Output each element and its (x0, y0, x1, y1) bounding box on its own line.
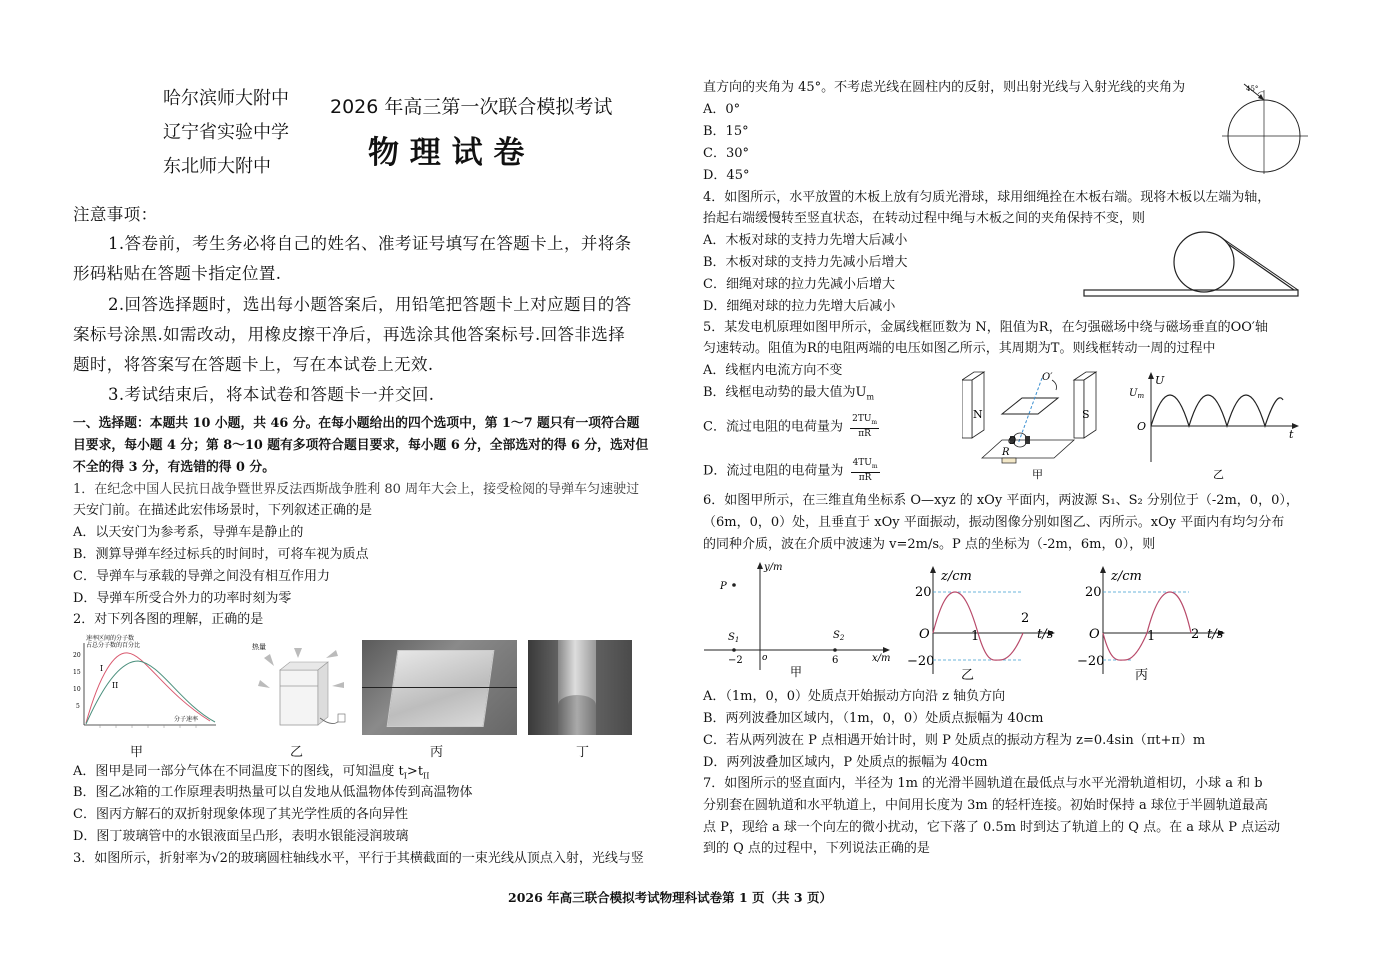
question-stem: 3．如图所示，折射率为√2的玻璃圆柱轴线水平，平行于其横截面的一束光线从顶点入射，光线与竖 (73, 851, 644, 866)
question-stem: 6．如图甲所示，在三维直角坐标系 O—xyz 的 xOy 平面内，两波源 S₁、S₂ 分别位于（-2m，0，0）， (703, 493, 1299, 508)
exam-title: 2026 年高三第一次联合模拟考试 (330, 96, 613, 118)
notice-heading: 注意事项： (73, 205, 158, 224)
figure-caption: 乙 (961, 668, 975, 683)
school-name: 哈尔滨师大附中 (163, 88, 289, 109)
svg-text:20: 20 (1085, 585, 1102, 600)
notice-line: 案标号涂黑.如需改动，用橡皮擦干净后，再选涂其他答案标号.回答非选择 (73, 325, 626, 344)
option-a: A．0° (703, 102, 741, 117)
svg-text:−20: −20 (1077, 654, 1105, 669)
svg-text:P: P (720, 581, 727, 592)
svg-text:N: N (973, 408, 983, 421)
figure-source1-oscillation (903, 562, 1063, 684)
svg-text:y/m: y/m (764, 562, 783, 573)
option-b: B．木板对球的支持力先减小后增大 (703, 255, 908, 270)
figure-refrigerator (248, 640, 353, 735)
svg-text:O′: O′ (1042, 372, 1053, 383)
option-a: A．木板对球的支持力先增大后减小 (703, 233, 908, 248)
question-stem: 天安门前。在描述此宏伟场景时，下列叙述正确的是 (73, 503, 373, 518)
heat-label: 热量 (252, 643, 266, 651)
svg-text:10: 10 (73, 686, 81, 693)
school-list (163, 82, 289, 184)
figure-calcite-photo (362, 640, 517, 735)
option-d: D．两列波叠加区域内，P 处质点的振幅为 40cm (703, 755, 988, 770)
question-stem: 直方向的夹角为 45°。不考虑光线在圆柱内的反射，则出射光线与入射光线的夹角为 (703, 80, 1186, 95)
svg-text:20: 20 (73, 652, 81, 659)
question-stem: 到的 Q 点的过程中，下列说法正确的是 (703, 841, 930, 856)
question-stem: 1．在纪念中国人民抗日战争暨世界反法西斯战争胜利 80 周年大会上，接受检阅的导弹车匀速驶过 (73, 482, 640, 497)
option-a: A．以天安门为参考系，导弹车是静止的 (73, 525, 304, 540)
question-stem: 抬起右端缓慢转至竖直状态，在转动过程中绳与木板之间的夹角保持不变，则 (703, 211, 1146, 226)
option-d: D．导弹车所受合外力的功率时刻为零 (73, 591, 292, 606)
option-c: C．导弹车与承载的导弹之间没有相互作用力 (73, 569, 330, 584)
option-b: B．两列波叠加区域内，（1m，0，0）处质点振幅为 40cm (703, 711, 1044, 726)
svg-text:15: 15 (73, 669, 81, 676)
figure-title: 速率区间的分子数 (86, 635, 135, 642)
figure-caption: 丙 (430, 745, 444, 760)
section-heading: 不全的得 3 分，有选错的得 0 分。 (73, 460, 275, 475)
option-d: D．流过电阻的电荷量为 $4TU_m$ πR (703, 458, 878, 483)
notice-line: 形码粘贴在答题卡指定位置. (73, 264, 282, 283)
svg-text:x/m: x/m (872, 653, 891, 664)
question-stem: 5．某发电机原理如图甲所示，金属线框匝数为 N，阻值为R，在匀强磁场中绕与磁场垂直的OO′轴 (703, 320, 1268, 335)
option-c: C．细绳对球的拉力先减小后增大 (703, 277, 895, 292)
svg-text:Um: $U_m$ (1129, 388, 1145, 400)
svg-text:t/s: t/s (1207, 627, 1224, 642)
question-stem: 分别套在圆轨道和水平轨道上，中间用长度为 3m 的轻杆连接。初始时保持 a 球位于半圆轨道最高 (703, 798, 1268, 813)
option-b: B．图乙冰箱的工作原理表明热量可以自发地从低温物体传到高温物体 (73, 785, 473, 800)
figure-source2-oscillation (1073, 562, 1233, 684)
figure-caption: 甲 (130, 745, 144, 760)
svg-text:6: 6 (832, 655, 839, 666)
section-heading: 一、选择题：本题共 10 小题，共 46 分。在每小题给出的四个选项中，第 1～7 题只有一项符合题 (73, 416, 640, 431)
option-d: D．图丁玻璃管中的水银液面呈凸形，表明水银能浸润玻璃 (73, 829, 409, 844)
question-stem: 匀速转动。阻值为R的电阻两端的电压如图乙所示，其周期为T。则线框转动一周的过程中 (703, 341, 1216, 356)
svg-text:5: 5 (76, 703, 80, 710)
figure-caption: 丙 (1135, 668, 1149, 683)
question-stem: 4．如图所示，水平放置的木板上放有匀质光滑球，球用细绳拴在木板右端。现将木板以左端为轴， (703, 190, 1271, 205)
wave-curve (933, 592, 1023, 660)
option-c: C．图丙方解石的双折射现象体现了其光学性质的各向异性 (73, 807, 408, 822)
question-stem: 2．对下列各图的理解，正确的是 (73, 612, 264, 627)
figure-glass-tube-photo (528, 640, 632, 735)
svg-text:2: 2 (1191, 627, 1200, 642)
question-stem: 7．如图所示的竖直面内，半径为 1m 的光滑半圆轨道在最低点与水平光滑轨道相切，小球 a 和 b (703, 776, 1263, 791)
figure-voltage-graph (1125, 370, 1305, 482)
option-a: A．图甲是同一部分气体在不同温度下的图线，可知温度 $t_I>t_{II}$ (73, 764, 430, 781)
option-c: C．若从两列波在 P 点相遇开始计时，则 P 处质点的振动方程为 z=0.4sin（πt+π）m (703, 733, 1206, 748)
wave-curve (1103, 592, 1191, 660)
figure-caption: 甲 (790, 665, 803, 679)
notice-line: 2.回答选择题时，选出每小题答案后，用铅笔把答题卡上对应题目的答 (108, 295, 632, 314)
notice-line: 题时，将答案写在答题卡上，写在本试卷上无效. (73, 355, 434, 374)
curve-ii (86, 661, 215, 724)
question-stem: （6m，0，0）处，且垂直于 xOy 平面振动，振动图像分别如图乙、丙所示。xOy 平面内有均匀分布 (703, 515, 1285, 530)
figure-caption: 甲 (1032, 468, 1043, 481)
svg-text:1: 1 (1147, 629, 1156, 644)
figure-title: 占总分子数的百分比 (86, 642, 141, 649)
svg-text:O: O (1137, 420, 1147, 433)
svg-text:O: O (919, 627, 930, 642)
svg-text:z/cm: z/cm (1111, 569, 1142, 584)
option-b: B．15° (703, 124, 749, 139)
svg-text:U: U (1155, 374, 1165, 387)
figure-caption: 乙 (290, 745, 304, 760)
figure-caption: 乙 (1213, 468, 1224, 481)
page-footer: 2026 年高三联合模拟考试物理科试卷第 1 页（共 3 页） (508, 890, 832, 905)
axis-label: 分子速率 (174, 716, 199, 723)
svg-text:z/cm: z/cm (941, 569, 972, 584)
svg-text:20: 20 (915, 585, 932, 600)
figure-coordinate-plane (700, 558, 900, 680)
figure-generator (962, 370, 1112, 482)
notice-line: 1.答卷前，考生务必将自己的姓名、准考证号填写在答题卡上，并将条 (108, 234, 632, 253)
angle-label: 45° (1246, 85, 1259, 93)
rectified-wave (1151, 395, 1283, 426)
option-d: D．细绳对球的拉力先增大后减小 (703, 299, 896, 314)
svg-text:I: I (100, 664, 104, 673)
option-b: B．测算导弹车经过标兵的时间时，可将车视为质点 (73, 547, 369, 562)
option-c: C．流过电阻的电荷量为 $2TU_m$ πR (703, 414, 878, 439)
svg-text:O: O (1089, 627, 1100, 642)
svg-text:R: R (1002, 447, 1010, 458)
subject-title: 物 理 试 卷 (368, 135, 525, 171)
figure-ball-on-board (1080, 228, 1302, 300)
figure-maxwell-distribution (70, 633, 220, 735)
option-b: B．线框电动势的最大值为$U_m$ (703, 385, 875, 402)
svg-text:1: 1 (971, 629, 980, 644)
school-name: 辽宁省实验中学 (163, 122, 289, 143)
svg-text:II: II (112, 681, 119, 690)
option-c: C．30° (703, 146, 749, 161)
svg-text:o: o (762, 653, 768, 663)
option-a: A．（1m，0，0）处质点开始振动方向沿 z 轴负方向 (703, 689, 1006, 704)
question-stem: 点 P，现给 a 球一个向左的微小扰动，它下落了 0.5m 时到达了轨道上的 Q 点。在 a 球从 P 点运动 (703, 820, 1281, 835)
svg-text:S2: $S_2$ (833, 630, 845, 642)
svg-text:S: S (1082, 408, 1090, 421)
svg-text:t: t (1289, 428, 1294, 441)
school-name: 东北师大附中 (163, 156, 271, 177)
section-heading: 目要求，每小题 4 分；第 8～10 题有多项符合题目要求，每小题 6 分，全部选对的得 6 分，选对但 (73, 438, 649, 453)
figure-caption: 丁 (576, 745, 590, 760)
option-a: A．线框内电流方向不变 (703, 363, 843, 378)
svg-text:O: O (1008, 436, 1017, 447)
question-stem: 的同种介质，波在介质中波速为 v=2m/s。P 点的坐标为（-2m，6m，0），则 (703, 537, 1156, 552)
svg-text:−2: −2 (728, 655, 743, 666)
figure-glass-cylinder (1222, 80, 1312, 176)
svg-text:S1: $S_1$ (728, 632, 740, 644)
notice-line: 3.考试结束后，将本试卷和答题卡一并交回. (108, 385, 435, 404)
svg-text:2: 2 (1021, 611, 1030, 626)
svg-text:−20: −20 (907, 654, 935, 669)
svg-text:t/s: t/s (1037, 627, 1054, 642)
option-d: D．45° (703, 168, 750, 183)
